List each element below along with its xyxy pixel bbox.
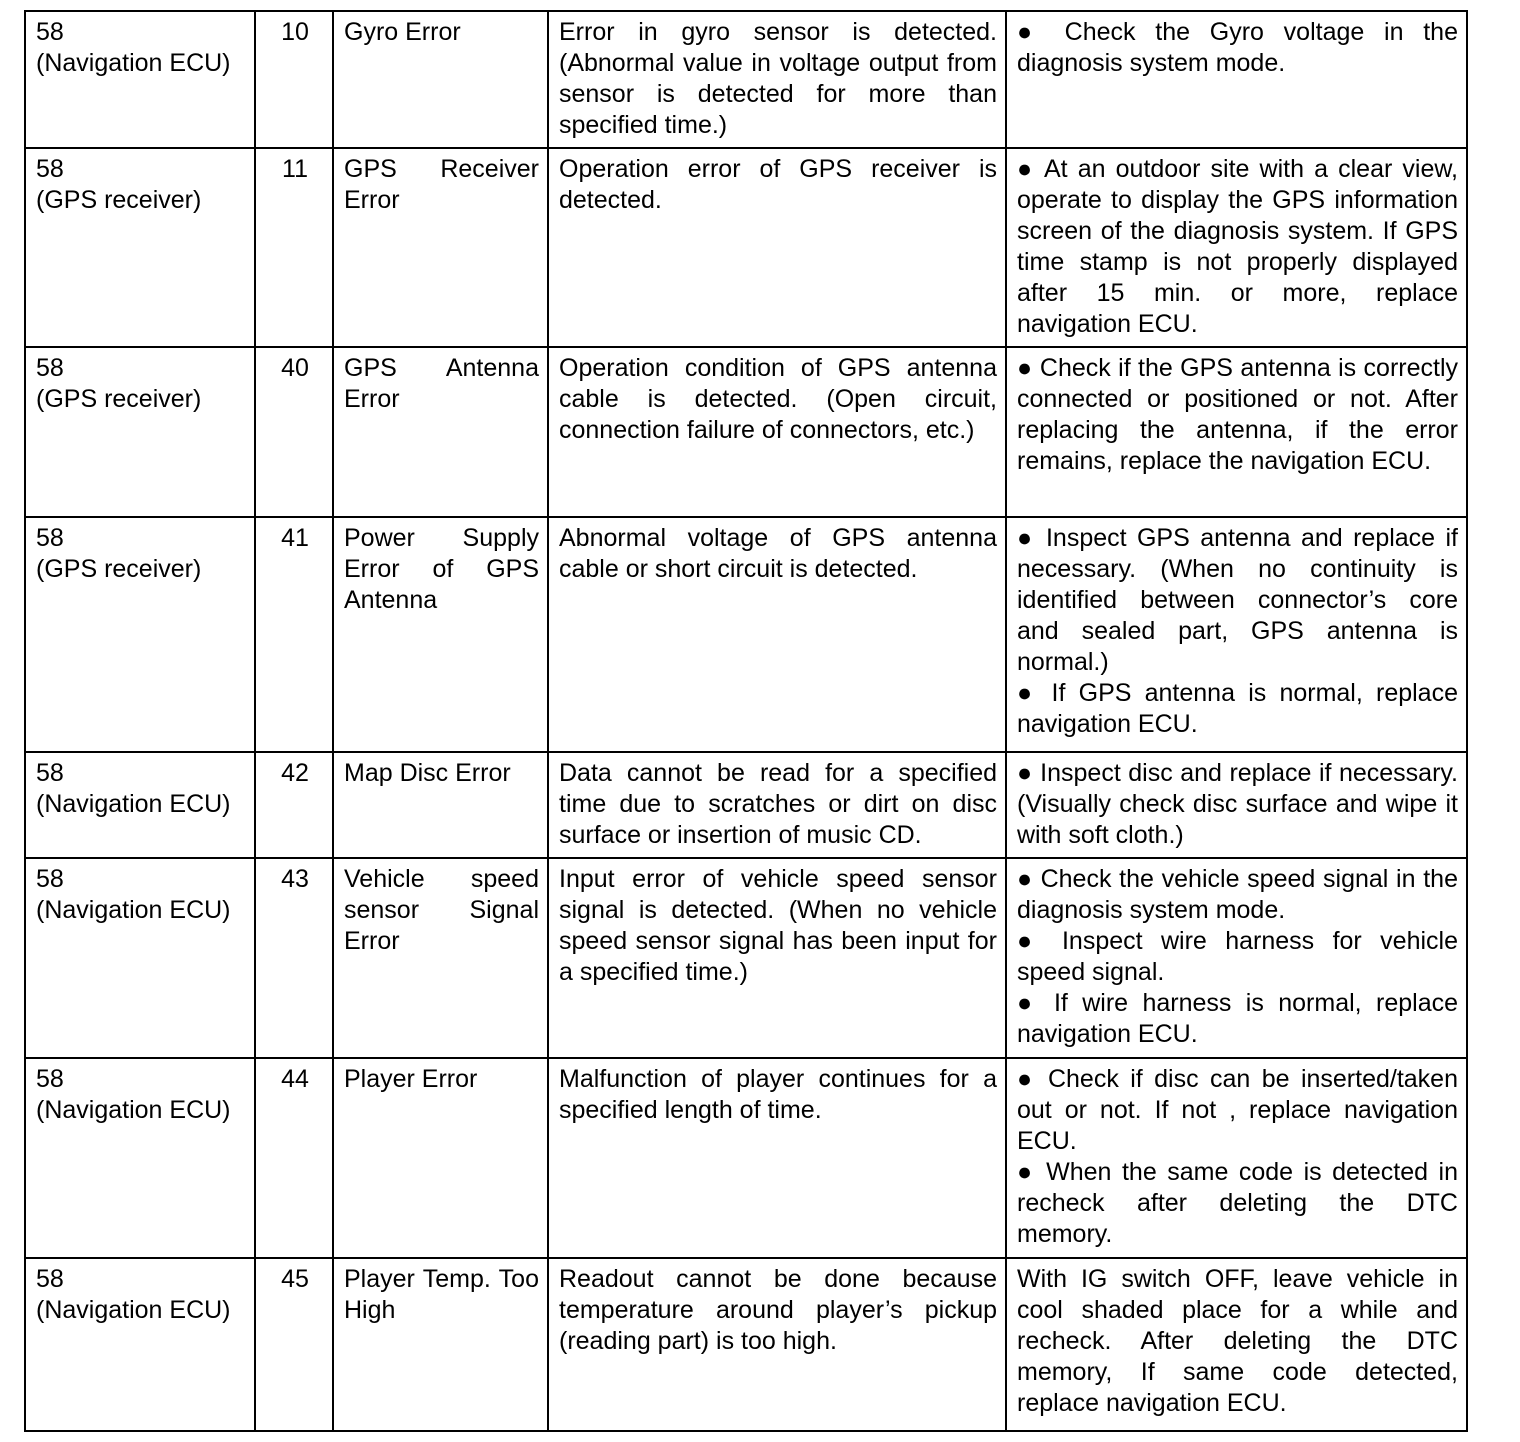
diagnosis-item-cell: Player Temp. Too High <box>333 1258 548 1431</box>
remedy-cell: ● Inspect GPS antenna and replace if necessary. (When no continuity is identified between connector’s core and sealed part, GPS antenna is normal.) ● If GPS antenna is normal, replace navigation ECU. <box>1006 517 1467 752</box>
diagnosis-item-cell: Vehicle speed sensor Signal Error <box>333 858 548 1058</box>
remedy-cell: ● Check the Gyro voltage in the diagnosis system mode. <box>1006 11 1467 148</box>
dtc-table-page <box>24 10 1466 1432</box>
system-cell: 58 (Navigation ECU) <box>25 1058 255 1258</box>
table-row <box>25 1258 1467 1431</box>
diagnosis-item-cell: Power Supply Error of GPS Antenna <box>333 517 548 752</box>
detection-condition-cell: Abnormal voltage of GPS antenna cable or short circuit is detected. <box>548 517 1006 752</box>
detection-condition-cell: Operation condition of GPS antenna cable is detected. (Open circuit, connection failure of connectors, etc.) <box>548 347 1006 517</box>
detection-condition-cell: Data cannot be read for a specified time due to scratches or dirt on disc surface or insertion of music CD. <box>548 752 1006 858</box>
diagnosis-item-cell: GPS Receiver Error <box>333 148 548 347</box>
diagnosis-item-cell: Gyro Error <box>333 11 548 148</box>
detection-condition-cell: Error in gyro sensor is detected. (Abnormal value in voltage output from sensor is detected for more than specified time.) <box>548 11 1006 148</box>
table-row <box>25 11 1467 148</box>
table-row <box>25 752 1467 858</box>
detection-condition-cell: Malfunction of player continues for a specified length of time. <box>548 1058 1006 1258</box>
system-cell: 58 (Navigation ECU) <box>25 858 255 1058</box>
table-row <box>25 1058 1467 1258</box>
remedy-cell: ● At an outdoor site with a clear view, operate to display the GPS information screen of the diagnosis system. If GPS time stamp is not properly displayed after 15 min. or more, replace navigation ECU. <box>1006 148 1467 347</box>
detection-condition-cell: Operation error of GPS receiver is detected. <box>548 148 1006 347</box>
detection-condition-cell: Readout cannot be done because temperature around player’s pickup (reading part) is too high. <box>548 1258 1006 1431</box>
dtc-table <box>24 10 1468 1432</box>
table-row <box>25 347 1467 517</box>
system-cell: 58 (Navigation ECU) <box>25 1258 255 1431</box>
system-cell: 58 (GPS receiver) <box>25 148 255 347</box>
diagnosis-item-cell: GPS Antenna Error <box>333 347 548 517</box>
detection-condition-cell: Input error of vehicle speed sensor signal is detected. (When no vehicle speed sensor signal has been input for a specified time.) <box>548 858 1006 1058</box>
system-cell: 58 (GPS receiver) <box>25 347 255 517</box>
system-cell: 58 (GPS receiver) <box>25 517 255 752</box>
remedy-cell: ● Check the vehicle speed signal in the diagnosis system mode. ● Inspect wire harness for vehicle speed signal. ● If wire harness is normal, replace navigation ECU. <box>1006 858 1467 1058</box>
dtc-code-cell: 43 <box>255 858 333 1058</box>
diagnosis-item-cell: Map Disc Error <box>333 752 548 858</box>
system-cell: 58 (Navigation ECU) <box>25 752 255 858</box>
system-cell: 58 (Navigation ECU) <box>25 11 255 148</box>
remedy-cell: With IG switch OFF, leave vehicle in cool shaded place for a while and recheck. After deleting the DTC memory, If same code detected, replace navigation ECU. <box>1006 1258 1467 1431</box>
dtc-code-cell: 45 <box>255 1258 333 1431</box>
table-row <box>25 148 1467 347</box>
remedy-cell: ● Check if the GPS antenna is correctly connected or positioned or not. After replacing the antenna, if the error remains, replace the navigation ECU. <box>1006 347 1467 517</box>
diagnosis-item-cell: Player Error <box>333 1058 548 1258</box>
dtc-code-cell: 41 <box>255 517 333 752</box>
dtc-code-cell: 44 <box>255 1058 333 1258</box>
dtc-code-cell: 11 <box>255 148 333 347</box>
table-row <box>25 858 1467 1058</box>
dtc-code-cell: 42 <box>255 752 333 858</box>
dtc-code-cell: 40 <box>255 347 333 517</box>
remedy-cell: ● Inspect disc and replace if necessary. (Visually check disc surface and wipe it with soft cloth.) <box>1006 752 1467 858</box>
table-row <box>25 517 1467 752</box>
dtc-code-cell: 10 <box>255 11 333 148</box>
remedy-cell: ● Check if disc can be inserted/taken out or not. If not , replace navigation ECU. ● When the same code is detected in recheck after deleting the DTC memory. <box>1006 1058 1467 1258</box>
